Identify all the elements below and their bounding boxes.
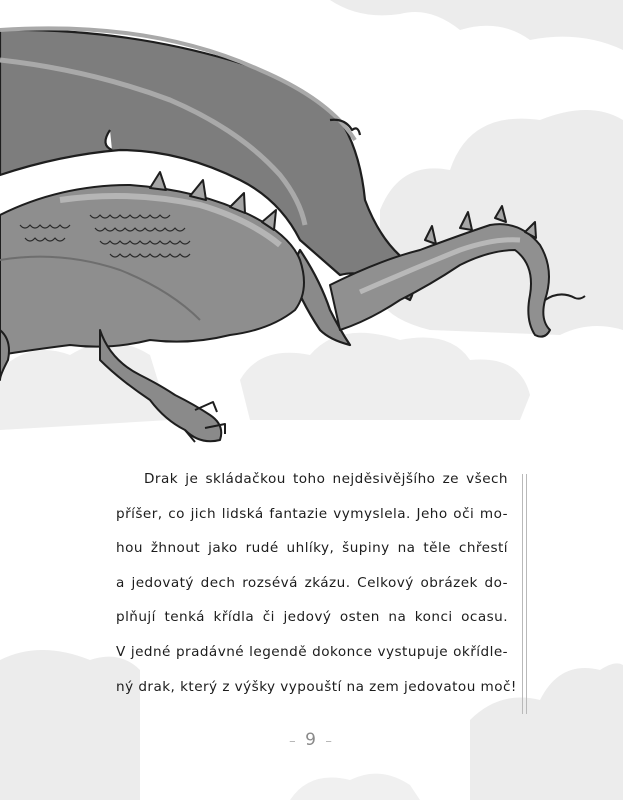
text-line: a jedovatý dech rozsévá zkázu. Celkový obrázek do- — [116, 574, 508, 591]
page-number-right-dash: – — [325, 734, 334, 749]
page-number-left-dash: – — [289, 734, 298, 749]
text-line: V jedné pradávné legendě dokonce vystupuje okřídle- — [116, 643, 508, 660]
body-text — [116, 462, 517, 704]
text-line: plňují tenká křídla či jedový osten na konci ocasu. — [116, 609, 508, 626]
page-number — [0, 730, 623, 750]
text-line: hou žhnout jako rudé uhlíky, šupiny na těle chřestí — [116, 540, 508, 557]
page-number-value: 9 — [305, 730, 318, 750]
text-line: ný drak, který z výšky vypouští na zem jedovatou moč! — [116, 678, 517, 695]
decorative-side-rule — [522, 474, 527, 714]
text-line: Drak je skládačkou toho nejděsivějšího ze všech — [144, 471, 508, 487]
text-line: příšer, co jich lidská fantazie vymyslela. Jeho oči mo- — [116, 505, 508, 522]
